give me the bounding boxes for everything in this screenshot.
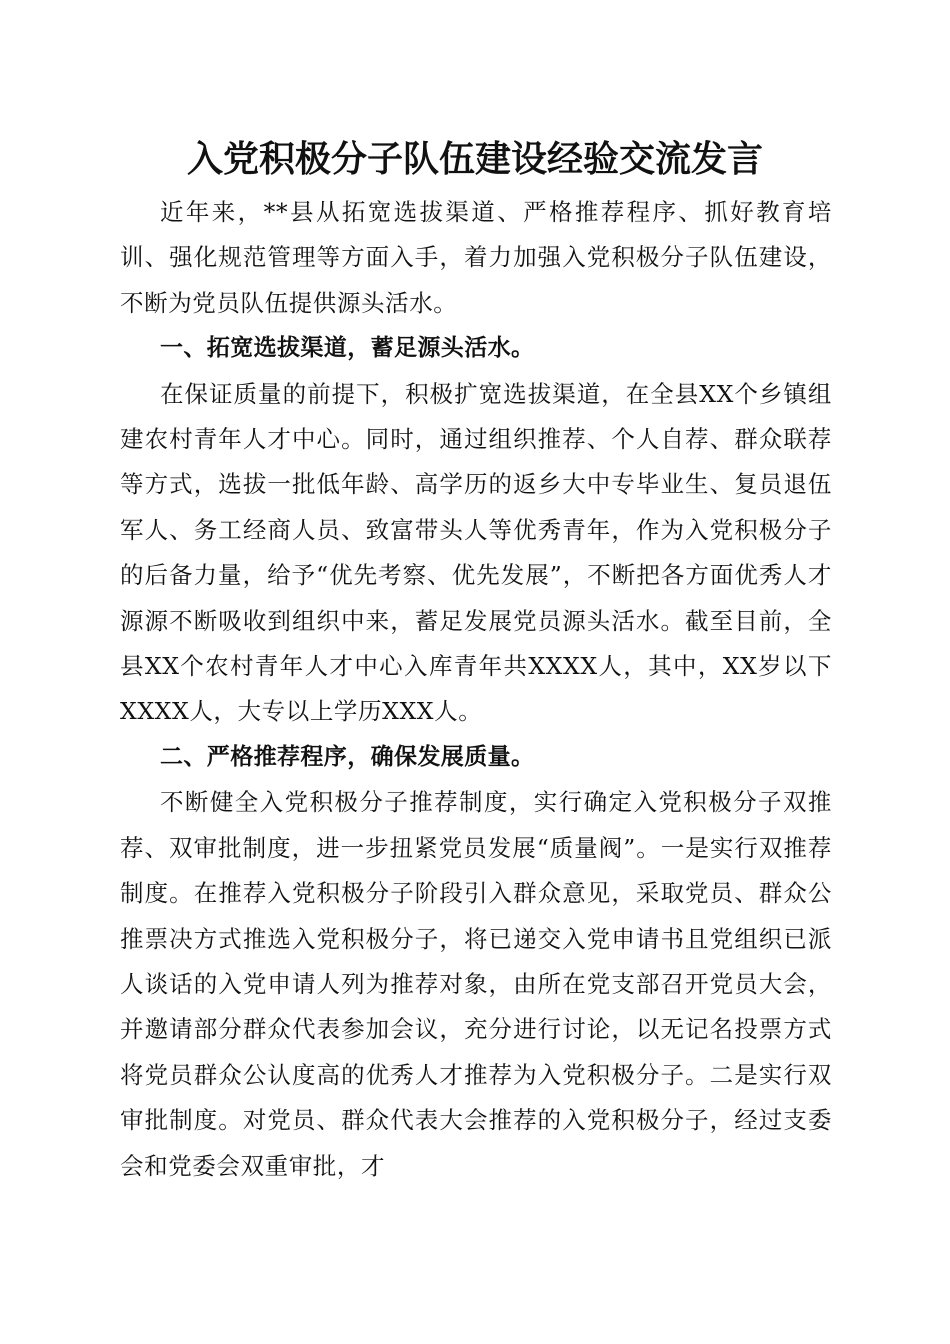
- section-heading-1: 一、拓宽选拔渠道，蓄足源头活水。: [160, 335, 535, 362]
- document-title: 入党积极分子队伍建设经验交流发言: [186, 138, 763, 180]
- intro-paragraph: 近年来，**县从拓宽选拔渠道、严格推荐程序、抓好教育培训、强化规范管理等方面入手，着力加强入党积极分子队伍建设，不断为党员队伍提供源头活水。: [120, 198, 832, 317]
- section-2-paragraph: 不断健全入党积极分子推荐制度，实行确定入党积极分子双推荐、双审批制度，进一步扭紧党员发展“质量阀”。一是实行双推荐制度。在推荐入党积极分子阶段引入群众意见，采取党员、群众公推票决方式推选入党积极分子，将已递交入党申请书且党组织已派人谈话的入党申请人列为推荐对象，由所在党支部召开党员大会，并邀请部分群众代表参加会议，充分进行讨论，以无记名投票方式将党员群众公认度高的优秀人才推荐为入党积极分子。二是实行双审批制度。对党员、群众代表大会推荐的入党积极分子，经过支委会和党委会双重审批，才: [120, 788, 832, 1180]
- section-1-paragraph: 在保证质量的前提下，积极扩宽选拔渠道，在全县XX个乡镇组建农村青年人才中心。同时，通过组织推荐、个人自荐、群众联荐等方式，选拔一批低年龄、高学历的返乡大中专毕业生、复员退伍军人、务工经商人员、致富带头人等优秀青年，作为入党积极分子的后备力量，给予“优先考察、优先发展”，不断把各方面优秀人才源源不断吸收到组织中来，蓄足发展党员源头活水。截至目前，全县XX个农村青年人才中心入库青年共XXXX人，其中，XX岁以下XXXX人，大专以上学历XXX人。: [120, 379, 832, 726]
- document-body: [120, 190, 832, 1189]
- section-heading-2: 二、严格推荐程序，确保发展质量。: [160, 743, 535, 770]
